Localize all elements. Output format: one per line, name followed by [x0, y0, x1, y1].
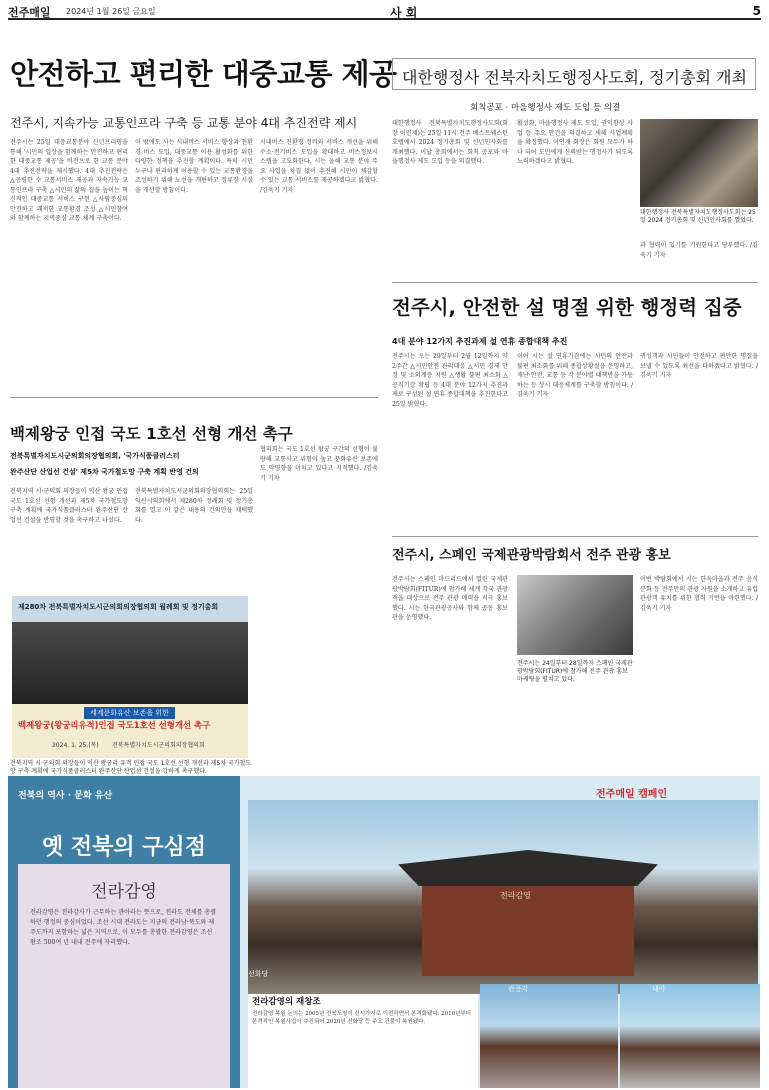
expo-photo: [517, 575, 633, 655]
feature-heading: 옛 전북의 구심점: [41, 835, 207, 860]
main-subheadline: 전주시, 지속가능 교통인프라 구축 등 교통 분야 4대 추진전략 제시: [10, 116, 358, 130]
assoc-headline: 대한행정사 전북자치도행정사도회, 정기총회 개최: [402, 68, 747, 87]
road-photo: [12, 596, 248, 758]
gamyeong-photo: [248, 800, 758, 994]
banner-date: 2024. 1. 25.(목): [52, 742, 99, 749]
page-number: 5: [752, 4, 761, 18]
road-photo-caption: 전북지역 시·군의회 의장들이 익산 왕궁리 유적 인접 국도 1호선 선형 개선과 제5차 국가철도망 구축 계획에 국가식품클러스터 완주산단 산업선 건설을 강하게 촉구했다.: [10, 760, 252, 775]
snow-headline: 전주시, 안전한 설 명절 위한 행정력 집중: [392, 296, 742, 319]
main-col-2: 이 밖에도 시는 시내버스 서비스 향상과 친환경 버스 도입, 대중교통 이용 활성화를 위한 다양한 정책을 추진할 계획이다. 특히 시민 누구나 편리하게 이용할 수 있는 교통환경을 조성하기 위해 노선을 개편하고 정류장 시설을 개선할 방침이다.: [135, 139, 253, 194]
label-seonhwadang: 선화당: [248, 970, 269, 978]
page-header: [8, 4, 761, 20]
assoc-photo: [640, 119, 758, 207]
assoc-photo-caption: 대한행정사 전북특별자치도행정사도회는 25일 2024 정기총회 및 신년인사회를 열었다.: [640, 209, 756, 224]
main-headline: 안전하고 편리한 대중교통 제공: [10, 57, 397, 91]
feature-name: 전라감영: [91, 882, 157, 902]
road-col-3: 협의회는 국도 1호선 왕궁 구간의 선형이 불량해 교통사고 위험이 높고 문화유산 보존에도 악영향을 미치고 있다고 지적했다. /김욱기 기자: [260, 446, 378, 482]
road-headline: 백제왕궁 인접 국도 1호선 선형 개선 촉구: [10, 425, 293, 443]
divider: [392, 282, 758, 283]
box-text: 전라감영 복원 논의는 2005년 전북도청이 신시가지로 이전하면서 본격화됐다. 2010년부터 본격적인 복원사업이 추진되어 2020년 선화당 등 주요 건물이 복원됐다.: [252, 1011, 472, 1025]
label-gwanpunggak: 관풍각: [508, 985, 529, 993]
newspaper-logo: 전주매일: [8, 6, 51, 19]
naea-photo: [620, 984, 760, 1088]
divider: [10, 397, 378, 398]
road-subheadline-1: 전북특별자치도시군의회의장협의회, '국가식품클러스터: [10, 452, 180, 460]
snow-col-3: 귀성객과 시민들이 안전하고 편안한 명절을 보낼 수 있도록 최선을 다하겠다고 밝혔다. /김욱기 기자: [640, 353, 758, 379]
hall-sign: 전라감영: [500, 891, 531, 900]
roof-shape: [398, 850, 658, 886]
label-naea: 내아: [652, 985, 666, 993]
gwanpunggak-photo: [480, 984, 618, 1088]
snow-col-2: 이어 시는 설 연휴기간에는 시민의 안전과 불편 최소화를 위해 종합상황실을 운영하고, 재난·안전, 교통 등 각 분야별 대책반을 가동하는 등 상시 대응체계를 구축할 방침이다. /김욱기 기자: [517, 353, 633, 398]
expo-photo-caption: 전주시는 24일부터 28일까지 스페인 국제관광박람회(FITUR)에 참가해 전주 관광 홍보 마케팅을 펼치고 있다.: [517, 660, 633, 683]
divider: [392, 536, 758, 537]
road-col-2: 전북특별자치도시군의회의장협의회는 25일 익산시의회에서 제280차 정례회 및 정기총회를 열고 이 같은 내용의 건의안을 채택했다.: [135, 488, 253, 524]
road-col-1: 전북지역 시·군의회 의장들이 익산 왕궁 인접 국도 1호선 선형 개선과 제5차 국가철도망 구축 계획에 국가식품클러스터 완주산단 산업선 건설을 반영할 것을 촉구하고 나섰다.: [10, 488, 128, 524]
assoc-title-box: [392, 58, 756, 90]
banner-event: 제280차 전북특별자치도시군의회의장협의회 월례회 및 정기총회: [18, 603, 219, 611]
banner-main-text: 백제왕궁(왕궁리유적)인접 국도1호선 선형개선 촉구: [18, 720, 211, 730]
expo-col-1: 전주시는 스페인 마드리드에서 열린 국제관광박람회(FITUR)에 참가해 세계 각국 관광객을 대상으로 전주 관광 매력을 적극 홍보했다. 시는 한국관광공사와 함께 공동 홍보관을 운영했다.: [392, 576, 508, 621]
campaign-label: 전주매일 캠페인: [596, 789, 668, 800]
banner-org: 전북특별자치도시군의회의장협의회: [112, 742, 205, 749]
people-row: [12, 622, 248, 704]
expo-col-2: 이번 박람회에서 시는 한옥마을과 전주 음식 문화 등 전주만의 관광 자원을 소개하고 유럽 관광객 유치를 위한 협력 기반을 마련했다. /김욱기 기자: [640, 576, 758, 612]
assoc-subheadline: 회칙공포 · 마을행정사 제도 도입 등 의결: [470, 103, 621, 113]
assoc-col-1: 대한행정사 전북특별자치도행정사도회(회장 이인재)는 25일 11시 전주 베스트웨스턴호텔에서 2024 정기총회 및 신년인사회를 개최했다. 이날 총회에서는 회칙 공포와 마을행정사 제도 도입 등을 의결했다.: [392, 120, 508, 165]
road-subheadline-2: 완주산단 산업선 건설' 제5차 국가철도망 구축 계획 반영 건의: [10, 468, 199, 476]
issue-date: 2024년 1월 26일 금요일: [66, 7, 156, 16]
main-col-1: 전주시는 25일 대중교통분야 신년브리핑을 통해 '시민의 일상을 함께하는 안전하고 편리한 대중교통 제공'을 비전으로 한 교통 분야 4대 추진전략을 제시했다. 4대 추진전략은 △공평한 수 교통서비스 제공과 지속가능 교통인프라 구축 △시민의 삶의 질을 높이는 혁신적인 대중교통 서비스 구현 △사람중심의 안전하고 쾌적한 교통환경 조성 △시민참여와 함께하는 지역중심 교통 체계 구축이다.: [10, 139, 128, 222]
feature-body: 전라감영은 전라감사가 근무하는 관아라는 뜻으로, 전라도 전체를 총괄하던 행정의 중심이었다. 조선 시대 전라도는 지금의 전라남·북도와 제주도까지 포함하는 넓은 지역으로, 이 모두를 총괄한 전라감영은 조선 왕조 500여 년 내내 전주에 자리했다.: [30, 909, 217, 946]
snow-subheadline: 4대 분야 12가지 추진과제 설 연휴 종합대책 추진: [392, 337, 568, 346]
assoc-col-3: 과 협력이 있기를 기원한다고 당부했다. /김욱기 기자: [640, 242, 758, 259]
main-col-3: 시내버스 친환경 정비와 서비스 개선을 위해 수소·전기버스 도입을 확대하고 버스정보시스템을 고도화한다. 시는 올해 교통 분야 주요 사업을 차질 없이 추진해 시민이 체감할 수 있는 교통 서비스를 제공하겠다고 밝혔다. /김욱기 기자: [260, 139, 378, 194]
feature-label: 전북의 역사 · 문화 유산: [18, 791, 113, 801]
section-name: 사 회: [390, 6, 418, 20]
banner-red-label: 세계문화유산 보존을 위한: [84, 707, 175, 719]
expo-headline: 전주시, 스페인 국제관광박람회서 전주 관광 홍보: [392, 548, 671, 563]
feature-box: [248, 994, 478, 1088]
snow-col-1: 전주시는 오는 29일부터 2월 12일까지 약 2주간 △시민안전 관리대응 △서민 경제 안정 및 소외계층 지원 △생활 불편 최소화 △공직기강 확립 등 4대 분야 12가지 추진과제로 구성된 설 연휴 종합대책을 추진한다고 25일 밝혔다.: [392, 353, 508, 408]
feature-left-panel: [8, 776, 240, 1088]
box-title: 전라감영의 재창조: [252, 997, 321, 1007]
assoc-col-2: 활성화, 마을행정사 제도 도입, 권익향상 사업 등 주요 안건을 의결하고 새해 사업계획을 확정했다. 이인재 회장은 회원 모두가 하나 되어 도민에게 신뢰받는 행정사가 되도록 노력하겠다고 밝혔다.: [517, 120, 633, 165]
